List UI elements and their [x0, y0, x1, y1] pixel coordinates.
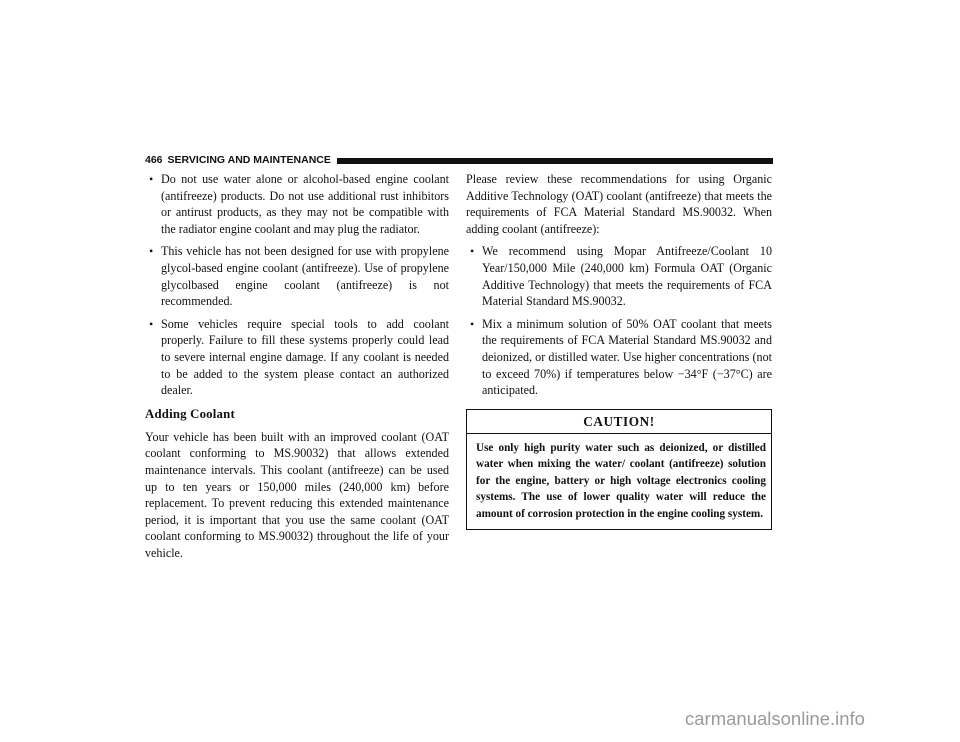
bullet-icon: •: [470, 244, 475, 259]
page-number: 466: [145, 154, 163, 166]
right-column: [466, 171, 772, 530]
left-column: [145, 171, 449, 561]
list-item: [466, 316, 772, 399]
intro-paragraph: Please review these recommendations for using Organic Additive Technology (OAT) coolant (antifreeze) that meets the requirements of FCA Material Standard MS.90032. When adding coolant (antifreeze):: [466, 172, 772, 236]
bullet-icon: •: [149, 244, 154, 259]
watermark: carmanualsonline.info: [685, 708, 865, 729]
bullet-icon: •: [149, 172, 154, 186]
caution-text: Use only high purity water such as deionized, or distilled water when mixing the water/ coolant (antifreeze) solution for the engine, battery or high voltage electronics cooling systems. The use of lower quality water will reduce the amount of corrosion protection in the engine cooling system.: [476, 441, 766, 520]
bullet-text: Do not use water alone or alcohol-based engine coolant (antifreeze) products. Do not use additional rust inhibitors or antirust products, as they may not be compatible with the radiator engine coolant and may plug the radiator.: [161, 172, 449, 236]
list-item: [145, 243, 449, 309]
bullet-text: We recommend using Mopar Antifreeze/Coolant 10 Year/150,000 Mile (240,000 km) Formula OAT (Organic Additive Technology) that meets the requirements of FCA Material Standard MS.90032.: [482, 244, 772, 309]
caution-box: [466, 409, 772, 530]
header-rule: [337, 158, 773, 164]
bullet-text: This vehicle has not been designed for use with propylene glycol-based engine coolant (antifreeze). Use of propylene glycolbased engine coolant (antifreeze) is not recommended.: [161, 244, 449, 309]
bullet-icon: •: [470, 316, 475, 331]
page-header: [145, 153, 773, 167]
list-item: [145, 316, 449, 399]
bullet-text: Some vehicles require special tools to add coolant properly. Failure to fill these systems properly could lead to severe internal engine damage. If any coolant is needed to be added to the system please contact an authorized dealer.: [161, 316, 449, 398]
bullet-text: Mix a minimum solution of 50% OAT coolant that meets the requirements of FCA Material Standard MS.90032 and deionized, or distilled water. Use higher concentrations (not to exceed 70%) if temperatures below −34°F (−37°C) are anticipated.: [482, 316, 772, 398]
body-paragraph: Your vehicle has been built with an improved coolant (OAT coolant conforming to MS.90032) that allows extended maintenance intervals. This coolant (antifreeze) can be used up to ten years or 150,000 miles (240,000 km) before replacement. To prevent reducing this extended maintenance period, it is important that you use the same coolant (OAT coolant conforming to MS.90032) throughout the life of your vehicle.: [145, 429, 449, 560]
caution-title: CAUTION!: [583, 413, 655, 429]
section-heading: Adding Coolant: [145, 406, 235, 421]
bullet-icon: •: [149, 316, 154, 331]
list-item: [145, 171, 449, 237]
list-item: [466, 243, 772, 309]
section-title: SERVICING AND MAINTENANCE: [167, 154, 331, 166]
